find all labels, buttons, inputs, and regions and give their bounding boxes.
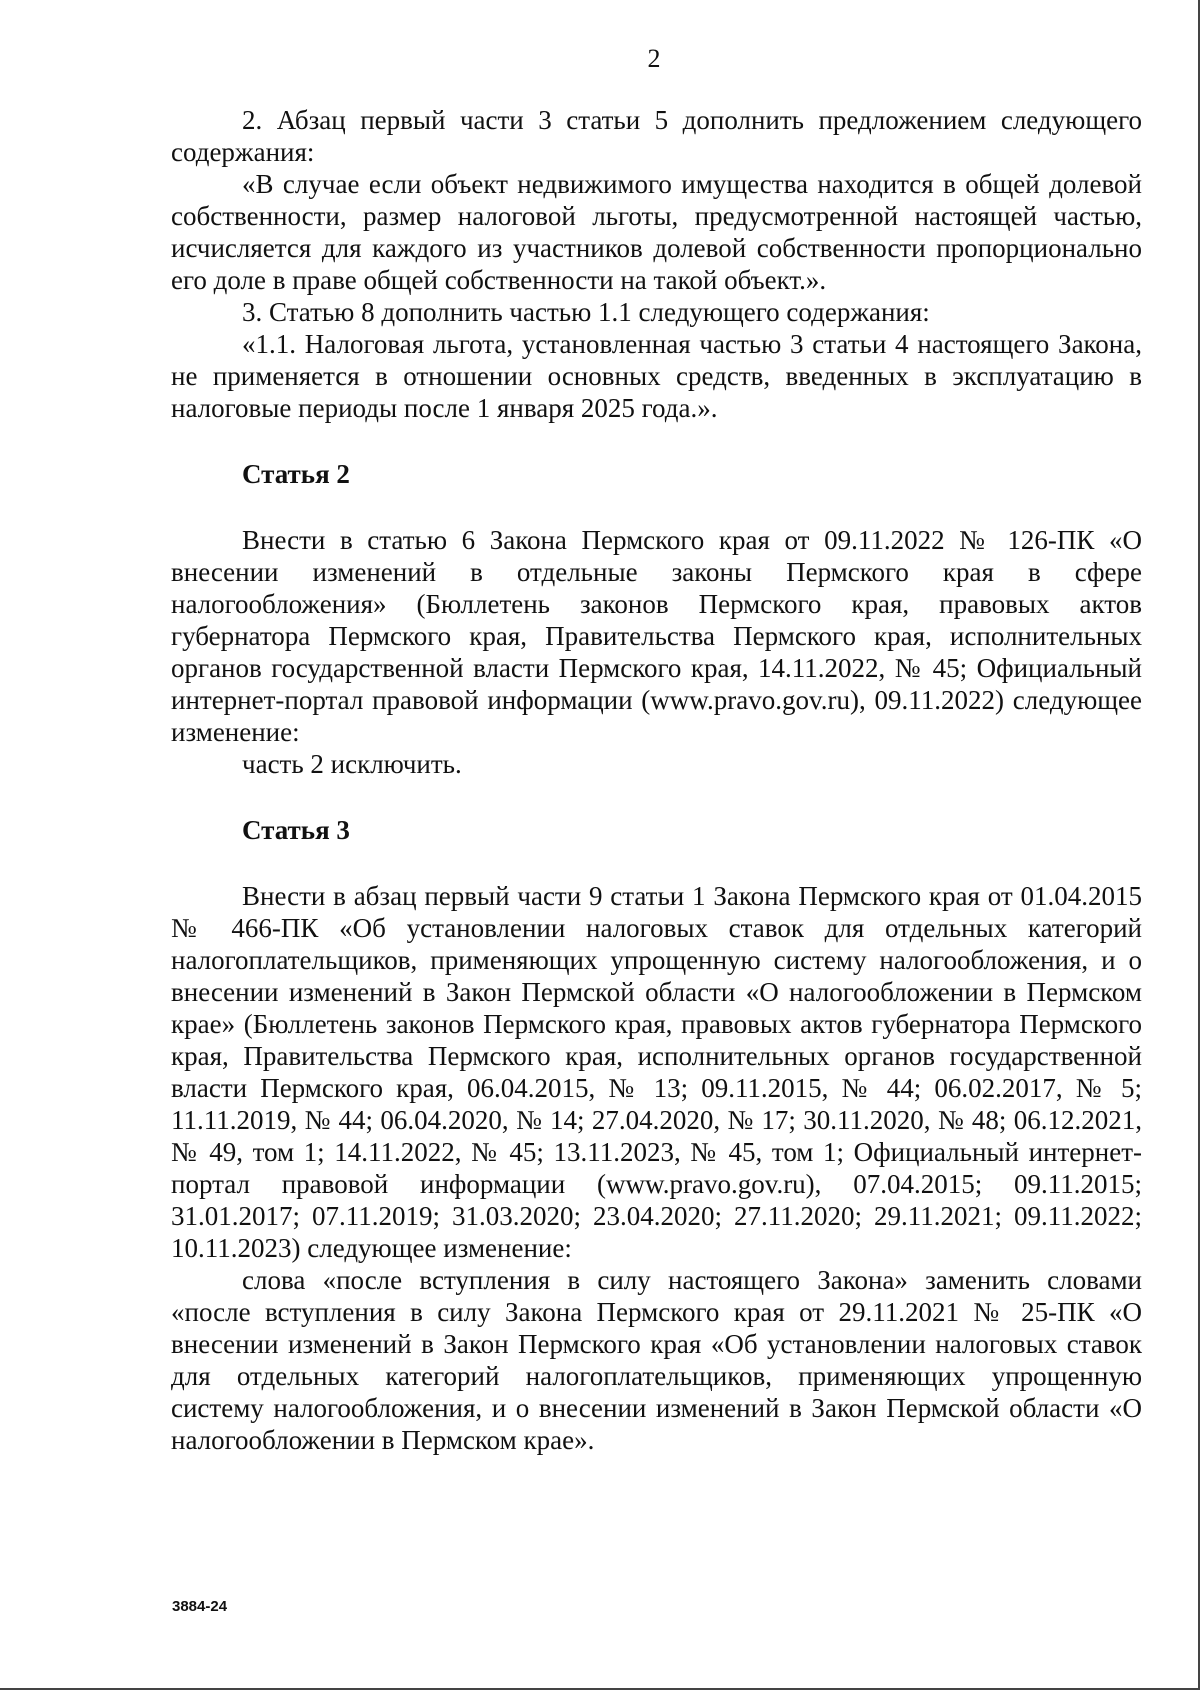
document-code: 3884-24: [172, 1598, 228, 1615]
paragraph-quote-item-2: «В случае если объект недвижимого имущества находится в общей долевой собственности, размер налоговой льготы, предусмотренной настоящей частью, исчисляется для каждого из участников долевой собственности пропорционально его доле в праве общей собственности на такой объект.».: [171, 169, 1142, 295]
article-2-paragraph: часть 2 исключить.: [242, 749, 462, 779]
paragraph-item-3: 3. Статью 8 дополнить частью 1.1 следующего содержания:: [242, 297, 930, 327]
paragraph-item-2: 2. Абзац первый части 3 статьи 5 дополнить предложением следующего содержания:: [171, 105, 1142, 167]
page-number: 2: [647, 44, 661, 73]
article-2-heading: Статья 2: [242, 459, 350, 489]
article-2-paragraph: Внести в статью 6 Закона Пермского края от 09.11.2022 № 126-ПК «О внесении изменений в отдельные законы Пермского края в сфере налогообложения» (Бюллетень законов Пермского края, правовых актов губернатора Пермского края, Правительства Пермского края, исполнительных органов государственной власти Пермского края, 14.11.2022, № 45; Официальный интернет-портал правовой информации (www.pravo.gov.ru), 09.11.2022) следующее изменение:: [171, 525, 1142, 747]
article-3-paragraph: слова «после вступления в силу настоящего Закона» заменить словами «после вступления в силу Закона Пермского края от 29.11.2021 № 25-ПК «О внесении изменений в Закон Пермского края «Об установлении налоговых ставок для отдельных категорий налогоплательщиков, применяющих упрощенную систему налогообложения, и о внесении изменений в Закон Пермской области «О налогообложении в Пермском крае».: [171, 1265, 1142, 1455]
paragraph-quote-item-3: «1.1. Налоговая льгота, установленная частью 3 статьи 4 настоящего Закона, не применяется в отношении основных средств, введенных в эксплуатацию в налоговые периоды после 1 января 2025 года.».: [171, 329, 1142, 423]
document-body: [171, 104, 1142, 1456]
article-3-paragraph: Внести в абзац первый части 9 статьи 1 Закона Пермского края от 01.04.2015 № 466-ПК «Об установлении налоговых ставок для отдельных категорий налогоплательщиков, применяющих упрощенную систему налогообложения, и о внесении изменений в Закон Пермской области «О налогообложении в Пермском крае» (Бюллетень законов Пермского края, правовых актов губернатора Пермского края, Правительства Пермского края, исполнительных органов государственной власти Пермского края, 06.04.2015, № 13; 09.11.2015, № 44; 06.02.2017, № 5; 11.11.2019, № 44; 06.04.2020, № 14; 27.04.2020, № 17; 30.11.2020, № 48; 06.12.2021, № 49, том 1; 14.11.2022, № 45; 13.11.2023, № 45, том 1; Официальный интернет-портал правовой информации (www.pravo.gov.ru), 07.04.2015; 09.11.2015; 31.01.2017; 07.11.2019; 31.03.2020; 23.04.2020; 27.11.2020; 29.11.2021; 09.11.2022; 10.11.2023) следующее изменение:: [171, 881, 1142, 1263]
article-3-heading: Статья 3: [242, 815, 350, 845]
